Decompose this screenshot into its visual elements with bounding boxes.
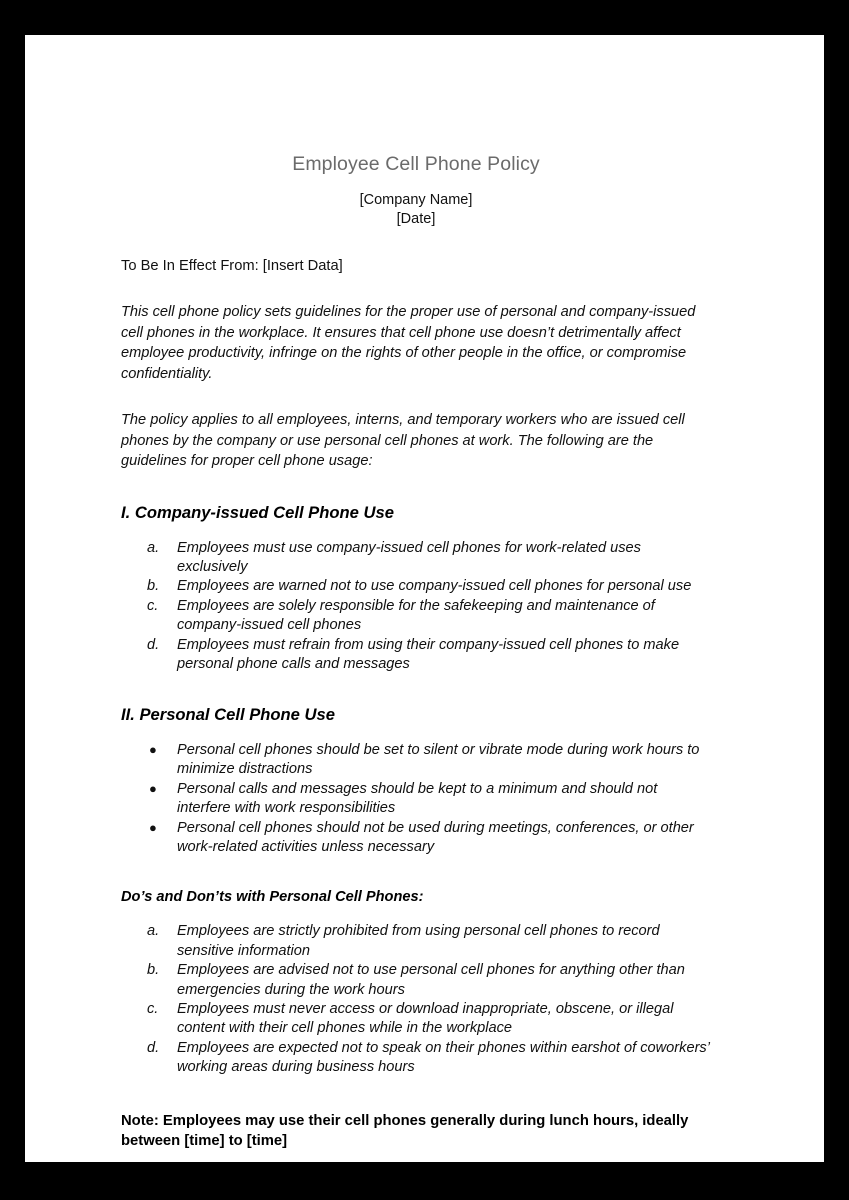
list-item-text: Employees are solely responsible for the safekeeping and maintenance of company-issued cell phones [177, 597, 655, 634]
list-marker: c. [147, 1000, 159, 1017]
subsection-heading-dos-and-donts: Do’s and Don’ts with Personal Cell Phones: [121, 889, 424, 906]
bullet-icon: ● [149, 741, 157, 757]
list-marker: d. [147, 1039, 160, 1056]
section-heading-company-issued: I. Company-issued Cell Phone Use [121, 502, 394, 522]
list-item-text: Employees are strictly prohibited from using personal cell phones to record sensitive information [177, 923, 660, 959]
section-heading-personal: II. Personal Cell Phone Use [121, 705, 335, 725]
list-marker: d. [147, 636, 160, 653]
list-item-text: Personal cell phones should be set to silent or vibrate mode during work hours to minimize distractions [177, 741, 700, 778]
bullet-icon: ● [149, 780, 157, 796]
intro-paragraph-1: This cell phone policy sets guidelines for the proper use of personal and company-issued cell phones in the workplace. It ensures that cell phone use doesn’t detrimentally affect employee productivity, infringe on the rights of other people in the office, or compromise confidentiality. [121, 303, 696, 383]
document-page [25, 35, 824, 1162]
list-item-text: Employees are expected not to speak on their phones within earshot of coworkers’ working areas during business hours [177, 1039, 710, 1076]
effective-date-line: To Be In Effect From: [Insert Data] [121, 258, 343, 275]
list-item [121, 577, 711, 596]
list-item-text: Employees must use company-issued cell phones for work-related uses exclusively [177, 539, 641, 575]
closing-note: Note: Employees may use their cell phones generally during lunch hours, ideally between [time] to [time] [121, 1112, 689, 1149]
personal-use-list [121, 741, 711, 857]
list-item-text: Employees must refrain from using their company-issued cell phones to make personal phone calls and messages [177, 636, 680, 672]
list-marker: a. [147, 923, 160, 940]
intro-paragraph-2: The policy applies to all employees, interns, and temporary workers who are issued cell phones by the company or use personal cell phones at work. The following are the guidelines for proper cell phone usage: [121, 411, 685, 470]
document-content [121, 35, 711, 1162]
list-item [121, 961, 711, 1000]
company-issued-list [121, 539, 711, 675]
list-item [121, 780, 711, 819]
list-item [121, 922, 711, 961]
list-item-text: Personal cell phones should not be used during meetings, conferences, or other work-related activities unless necessary [177, 819, 694, 855]
list-item [121, 741, 711, 780]
list-item [121, 819, 711, 858]
list-marker: c. [147, 597, 159, 614]
list-item-text: Employees are warned not to use company-issued cell phones for personal use [177, 578, 692, 595]
date-placeholder: [Date] [396, 211, 436, 228]
list-item [121, 1000, 711, 1039]
list-item [121, 597, 711, 636]
list-item-text: Personal calls and messages should be kept to a minimum and should not interfere with work responsibilities [177, 780, 658, 817]
list-item-text: Employees are advised not to use personal cell phones for anything other than emergencies during the work hours [177, 962, 685, 998]
page-title: Employee Cell Phone Policy [292, 153, 540, 175]
list-marker: b. [147, 578, 160, 595]
list-item [121, 636, 711, 675]
list-marker: b. [147, 962, 160, 979]
list-item [121, 539, 711, 578]
list-marker: a. [147, 539, 160, 556]
bullet-icon: ● [149, 819, 157, 835]
list-item-text: Employees must never access or download inappropriate, obscene, or illegal content with their cell phones while in the workplace [177, 1000, 674, 1037]
list-item [121, 1039, 711, 1078]
dos-and-donts-list [121, 922, 711, 1077]
company-name-placeholder: [Company Name] [359, 192, 473, 209]
